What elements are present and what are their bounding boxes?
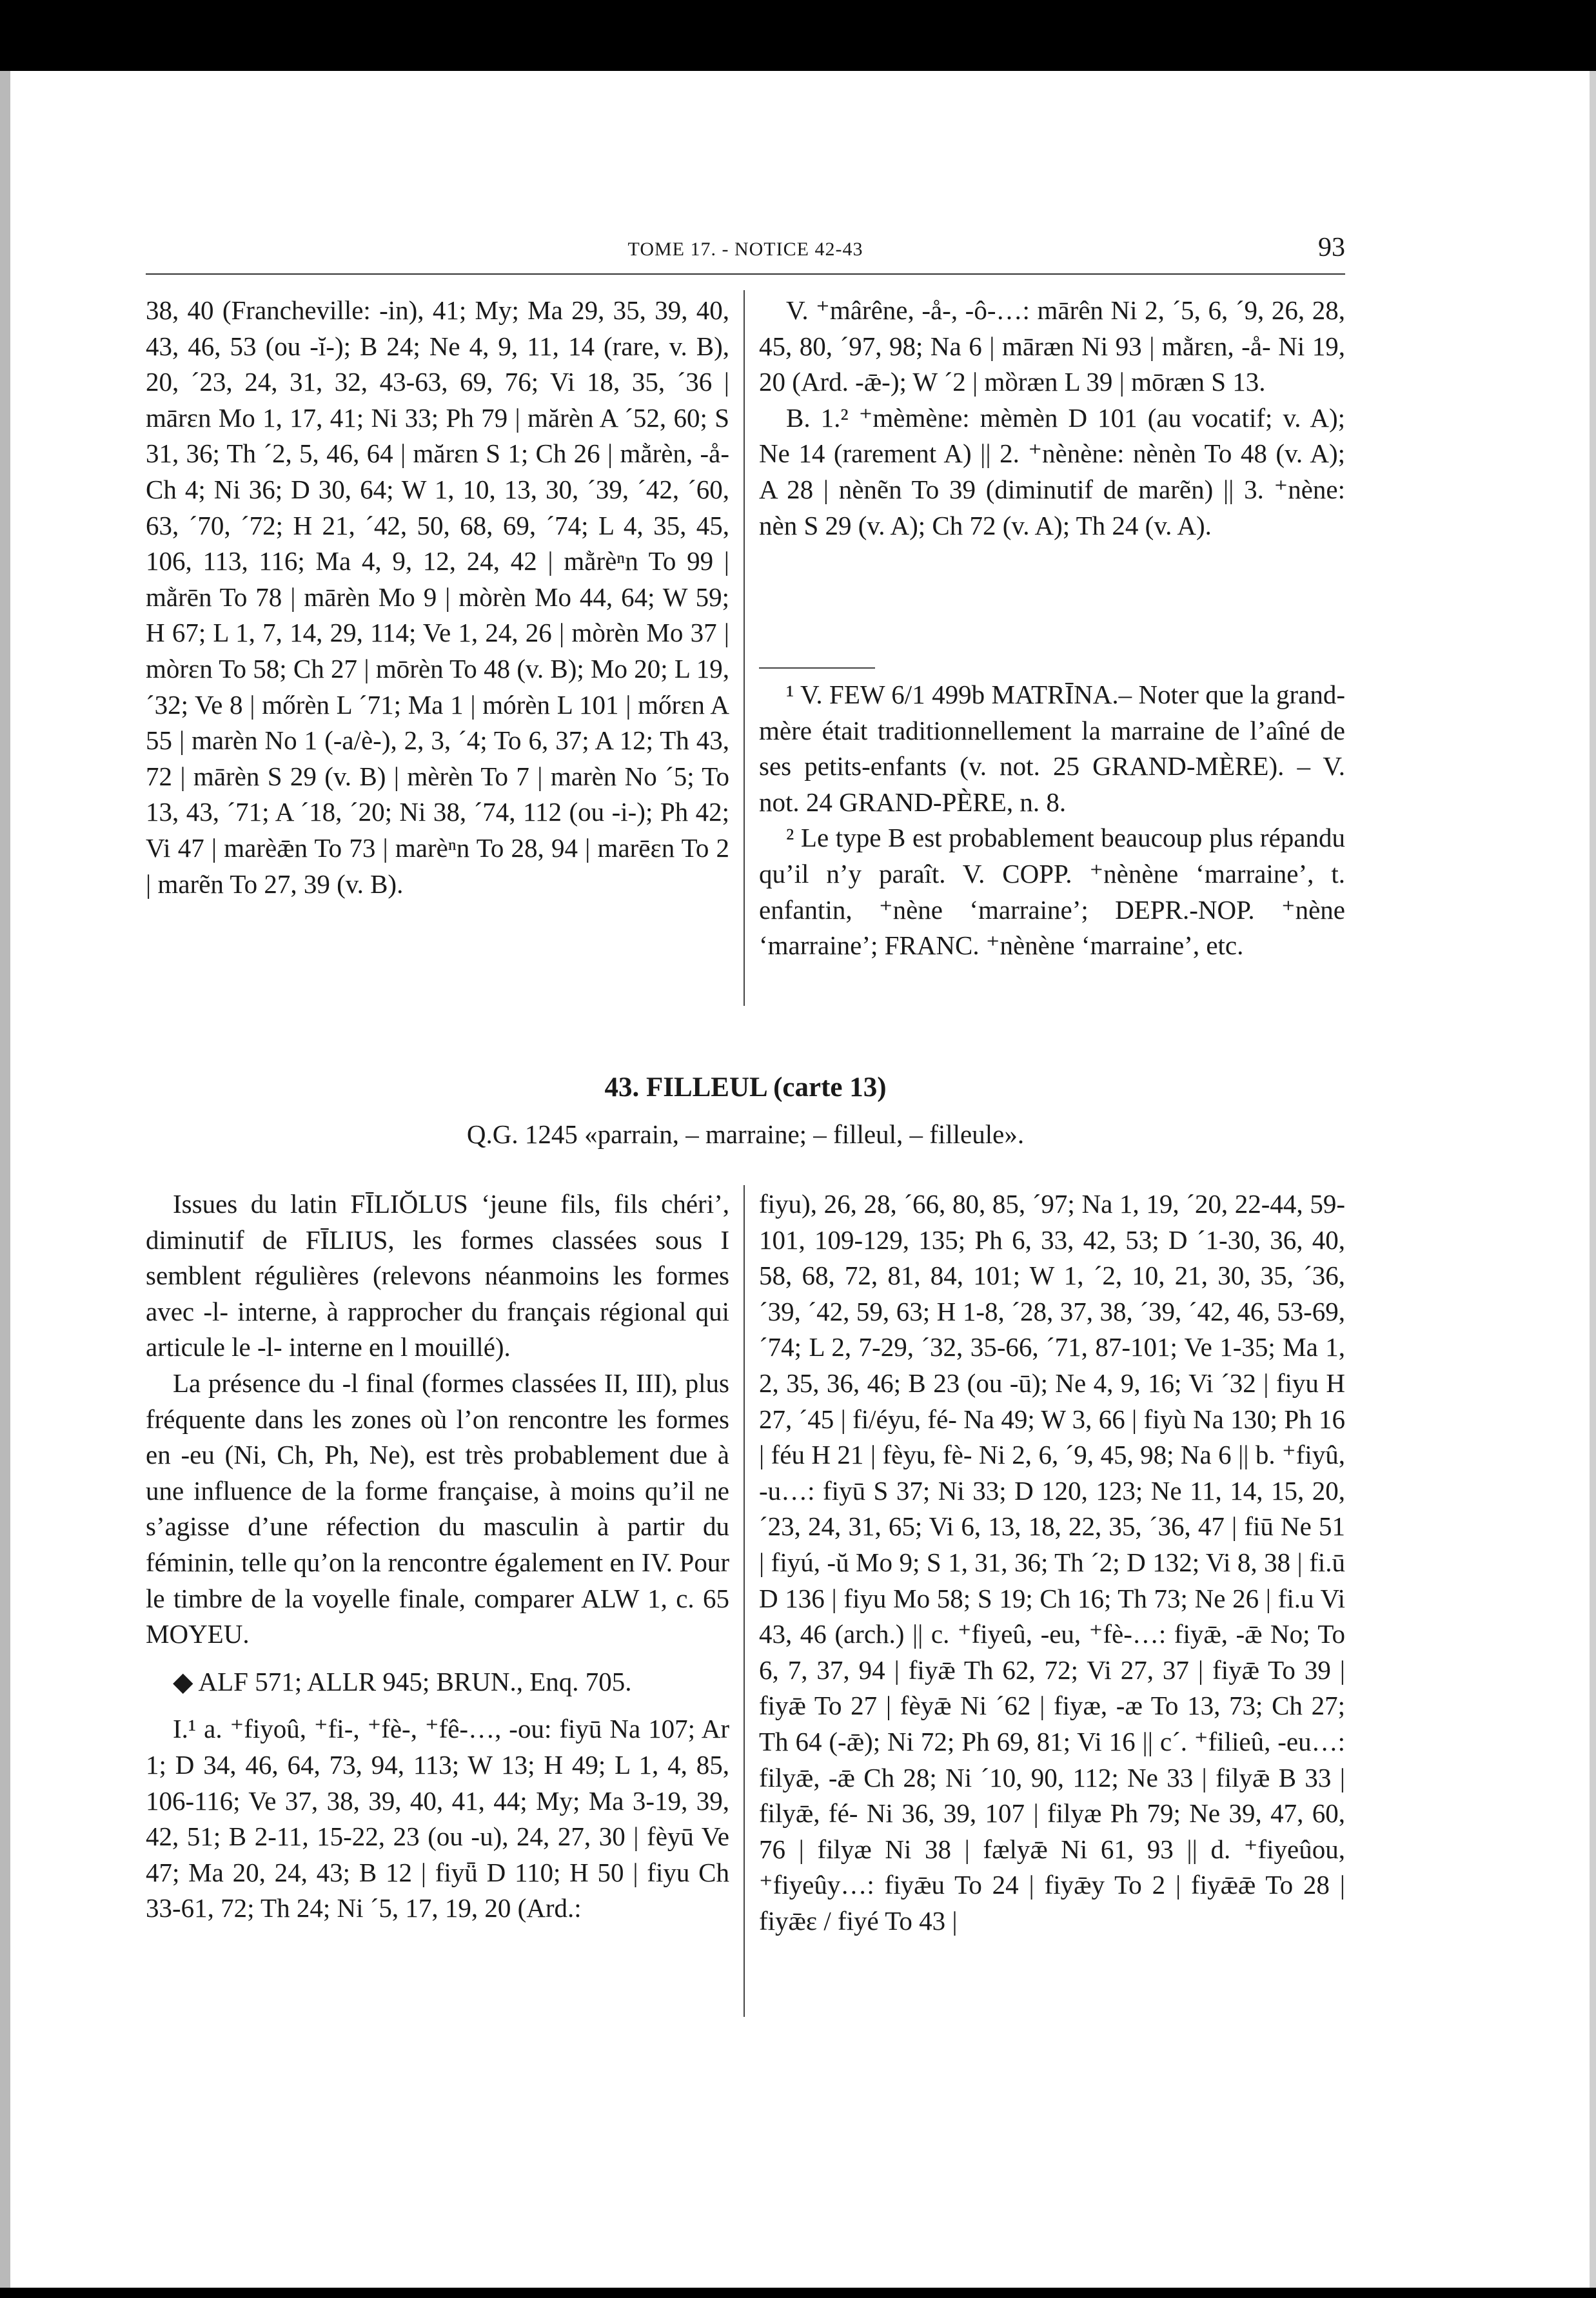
- paragraph: La présence du -l final (formes classées II, III), plus fréquente dans les zones où l’on rencontre les formes en -eu (Ni, Ch, Ph, Ne), est très probablement due à une influence de la forme française, à moins qu’il ne s’agisse d’une réfection du masculin à partir du féminin, telle qu’on la rencontre également en IV. Pour le timbre de la voyelle finale, comparer ALW 1, c. 65 MOYEU.: [146, 1368, 729, 1649]
- header-rule: [146, 273, 1345, 275]
- column-divider: [744, 1185, 745, 2017]
- scan-right-edge: [1590, 71, 1596, 2289]
- paragraph: B. 1.² ⁺mèmène: mèmèn D 101 (au vocatif; v. A); Ne 14 (rarement A) || 2. ⁺nènène: nènèn To 48 (v. A); A 28 | nènẽn To 39 (diminutif de marẽn) || 3. ⁺nène: nèn S 29 (v. A); Ch 72 (v. A); Th 24 (v. A).: [759, 402, 1345, 540]
- references-line: ◆ ALF 571; ALLR 945; BRUN., Enq. 705.: [173, 1666, 632, 1696]
- section-title: 43. FILLEUL (carte 13): [604, 1072, 887, 1103]
- scan-top-border: [0, 0, 1596, 71]
- footnotes: [759, 677, 1345, 964]
- paragraph: 38, 40 (Francheville: -in), 41; My; Ma 29, 35, 39, 40, 43, 46, 53 (ou -ĭ-); B 24; Ne 4, 9, 11, 14 (rare, v. B), 20, ´23, 24, 31, 32, 43-63, 69, 76; Vi 18, 35, ´36 | mārɛn Mo 1, 17, 41; Ni 33; Ph 79 | mărèn A ´52, 60; S 31, 36; Th ´2, 5, 46, 64 | mărɛn S 1; Ch 26 | mằrèn, -å- Ch 4; Ni 36; D 30, 64; W 1, 10, 13, 30, ´39, ´42, ´60, 63, ´70, ´72; H 21, ´42, 50, 68, 69, ´74; L 4, 35, 45, 106, 113, 116; Ma 4, 9, 12, 24, 42 | mằrèⁿn To 99 | mằrēn To 78 | mārèn Mo 9 | mòrèn Mo 44, 64; W 59; H 67; L 1, 7, 14, 29, 114; Ve 1, 24, 26 | mòrèn Mo 37 | mòrɛn To 58; Ch 27 | mōrèn To 48 (v. B); Mo 20; L 19, ´32; Ve 8 | mőrèn L ´71; Ma 1 | mórèn L 101 | mőrɛn A 55 | marèn No 1 (-a/è-), 2, 3, ´4; To 6, 37; A 12; Th 43, 72 | mārèn S 29 (v. B) | mèrèn To 7 | marèn No ´5; To 13, 43, ´71; A ´18, ´20; Ni 38, ´74, 112 (ou -i-); Ph 42; Vi 47 | marèǣn To 73 | marèⁿn To 28, 94 | marēɛn To 2 | marẽn To 27, 39 (v. B).: [146, 295, 729, 899]
- paragraph: fiyu), 26, 28, ´66, 80, 85, ´97; Na 1, 19, ´20, 22-44, 59-101, 109-129, 135; Ph 6, 33, 42, 53; D ´1-30, 36, 40, 58, 68, 72, 81, 84, 101; W 1, ´2, 10, 21, 30, 35, ´36, ´39, ´42, 59, 63; H 1-8, ´28, 37, 38, ´39, ´42, 46, 53-69, ´74; L 2, 7-29, ´32, 35-66, ´71, 87-101; Ve 1-35; Ma 1, 2, 35, 36, 46; B 23 (ou -ū); Ne 4, 9, 16; Vi ´32 | fiyu H 27, ´45 | fi/éyu, fé- Na 49; W 3, 66 | fiyù Na 130; Ph 16 | féu H 21 | fèyu, fè- Ni 2, 6, ´9, 45, 98; Na 6 || b. ⁺fiyû, -u…: fiyū S 37; Ni 33; D 120, 123; Ne 11, 14, 15, 20, ´23, 24, 31, 65; Vi 6, 13, 18, 22, 35, ´36, 47 | fiū Ne 51 | fiyú, -ŭ Mo 9; S 1, 31, 36; Th ´2; D 132; Vi 8, 38 | fi.ū D 136 | fiyu Mo 58; S 19; Ch 16; Th 73; Ne 26 | fi.u Vi 43, 46 (arch.) || c. ⁺fiyeû, -eu, ⁺fè-…: fiyǣ, -ǣ No; To 6, 7, 37, 94 | fiyǣ Th 62, 72; Vi 27, 37 | fiyǣ To 39 | fiyǣ To 27 | fèyǣ Ni ´62 | fiyæ, -æ To 13, 73; Ch 27; Th 64 (-ǣ); Ni 72; Ph 69, 81; Vi 16 || c´. ⁺filieû, -eu…: filyǣ, -ǣ Ch 28; Ni ´10, 90, 112; Ne 33 | filyǣ B 33 | filyǣ, fé- Ni 36, 39, 107 | filyæ Ph 79; Ne 39, 47, 60, 76 | filyæ Ni 38 | fælyǣ Ni 61, 93 || d. ⁺fiyeûou, ⁺fiyeûy…: fiyǣu To 24 | fiyǣy To 2 | fiyǣǣ To 28 | fiyǣɛ / fiyé To 43 |: [759, 1189, 1345, 1936]
- column-divider: [744, 290, 745, 1006]
- paragraph: I.¹ a. ⁺fiyoû, ⁺fi-, ⁺fè-, ⁺fê-…, -ou: fiyū Na 107; Ar 1; D 34, 46, 64, 73, 94, 113; W 13; H 49; L 1, 4, 85, 106-116; Ve 37, 38, 39, 40, 41, 44; My; Ma 3-19, 39, 42, 51; B 2-11, 15-22, 23 (ou -u), 24, 27, 30 | fèyū Ve 47; Ma 20, 24, 43; B 12 | fiyǖ D 110; H 50 | fiyu Ch 33-61, 72; Th 24; Ni ´5, 17, 19, 20 (Ard.:: [146, 1714, 729, 1923]
- footnote: ¹ V. FEW 6/1 499b MATRĪNA.– Noter que la grand-mère était traditionnellement la marraine de l’aîné de ses petits-enfants (v. not. 25 GRAND-MÈRE). – V. not. 24 GRAND-PÈRE, n. 8.: [759, 680, 1345, 817]
- footnote-rule: [759, 667, 875, 669]
- paragraph: Issues du latin FĪLIŎLUS ‘jeune fils, fils chéri’, diminutif de FĪLIUS, les formes classées sous I semblent régulières (relevons néanmoins les formes avec -l- interne, à rapprocher du français régional qui articule le -l- interne en l mouillé).: [146, 1189, 729, 1362]
- top-left-column: [146, 293, 729, 902]
- bottom-right-column: [759, 1186, 1345, 1939]
- paragraph: V. ⁺mârêne, -å-, -ô-…: mārên Ni 2, ´5, 6, ´9, 26, 28, 45, 80, ´97, 98; Na 6 | māræn Ni 93 | mằrɛn, -å- Ni 19, 20 (Ard. -ǣ-); W ´2 | mȍræn L 39 | mōræn S 13.: [759, 295, 1345, 397]
- running-head: [146, 232, 1345, 271]
- scan-left-edge: [0, 71, 10, 2289]
- section-subtitle: Q.G. 1245 «parrain, – marraine; – filleul, – filleule».: [466, 1119, 1025, 1149]
- top-right-column: [759, 293, 1345, 544]
- page-number: 93: [1318, 233, 1345, 262]
- running-head-title: TOME 17. - NOTICE 42-43: [627, 239, 863, 260]
- footnote: ² Le type B est probablement beaucoup plus répandu qu’il n’y paraît. V. COPP. ⁺nènène ‘marraine’, t. enfantin, ⁺nène ‘marraine’; DEPR.-NOP. ⁺nène ‘marraine’; FRANC. ⁺nènène ‘marraine’, etc.: [759, 823, 1345, 961]
- bottom-left-column: [146, 1186, 729, 1927]
- scan-bottom-border: [0, 2288, 1596, 2298]
